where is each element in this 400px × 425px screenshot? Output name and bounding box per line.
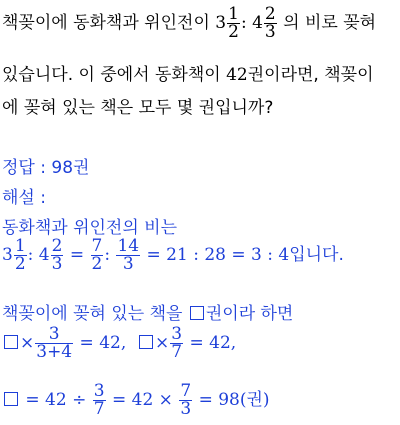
fraction: $\frac{3}{3+4}$ bbox=[36, 324, 73, 362]
problem-text: 에 꽂혀 있는 책은 모두 몇 권입니까? bbox=[2, 98, 274, 118]
fraction: $\frac{3}{7}$ bbox=[93, 381, 105, 419]
book-count: 42 bbox=[226, 65, 248, 85]
solution-equation-3: = 42 ÷ $\frac{3}{7}$ = 42 × $\frac{7}{3}$ = 98(권) bbox=[2, 383, 270, 418]
fraction: $\frac{1}{2}$ bbox=[14, 236, 26, 274]
problem-line-2 bbox=[2, 60, 374, 85]
problem-text: 책꽂이에 동화책과 위인전이 bbox=[2, 13, 216, 33]
blank-box bbox=[4, 392, 18, 406]
problem-text: 있습니다. 이 중에서 동화책이 bbox=[2, 65, 227, 85]
blank-box bbox=[139, 335, 153, 349]
fraction: $\frac{3}{7}$ bbox=[171, 324, 183, 362]
solution-heading: 해설 : bbox=[2, 188, 46, 208]
solution-equation-1: 3 $\frac{1}{2}$ : 4 $\frac{2}{3}$ = $\frac{7}{2}$ : $\frac{14}{3}$ = 21 : 28 = 3 : 4입니다. bbox=[2, 236, 344, 274]
problem-text: 의 비로 꽂혀 bbox=[277, 13, 377, 33]
fraction: $\frac{7}{3}$ bbox=[180, 381, 192, 419]
fraction: $\frac{1}{2}$ bbox=[228, 4, 239, 42]
answer-line bbox=[2, 153, 89, 178]
solution-equation-2: × $\frac{3}{3+4}$ = 42, × $\frac{3}{7}$ = 42, bbox=[2, 326, 236, 361]
fraction: $\frac{14}{3}$ bbox=[117, 236, 140, 274]
problem-line-3 bbox=[2, 93, 273, 118]
ratio-expression: 3 $\frac{1}{2}$ : 4 $\frac{2}{3}$ bbox=[215, 4, 276, 42]
answer-label: 정답 : bbox=[2, 158, 52, 178]
blank-box bbox=[190, 306, 204, 320]
solution-intro: 동화책과 위인전의 비는 bbox=[2, 218, 178, 238]
solution-box-line: 책꽂이에 꽂혀 있는 책을 권이라 하면 bbox=[2, 304, 294, 324]
blank-box bbox=[4, 335, 18, 349]
fraction: $\frac{2}{3}$ bbox=[51, 236, 63, 274]
answer-value: 98권 bbox=[51, 158, 90, 178]
fraction: $\frac{7}{2}$ bbox=[91, 236, 103, 274]
problem-text: 권이라면, 책꽂이 bbox=[247, 65, 374, 85]
problem-line-1 bbox=[2, 6, 376, 41]
fraction: $\frac{2}{3}$ bbox=[264, 4, 276, 42]
